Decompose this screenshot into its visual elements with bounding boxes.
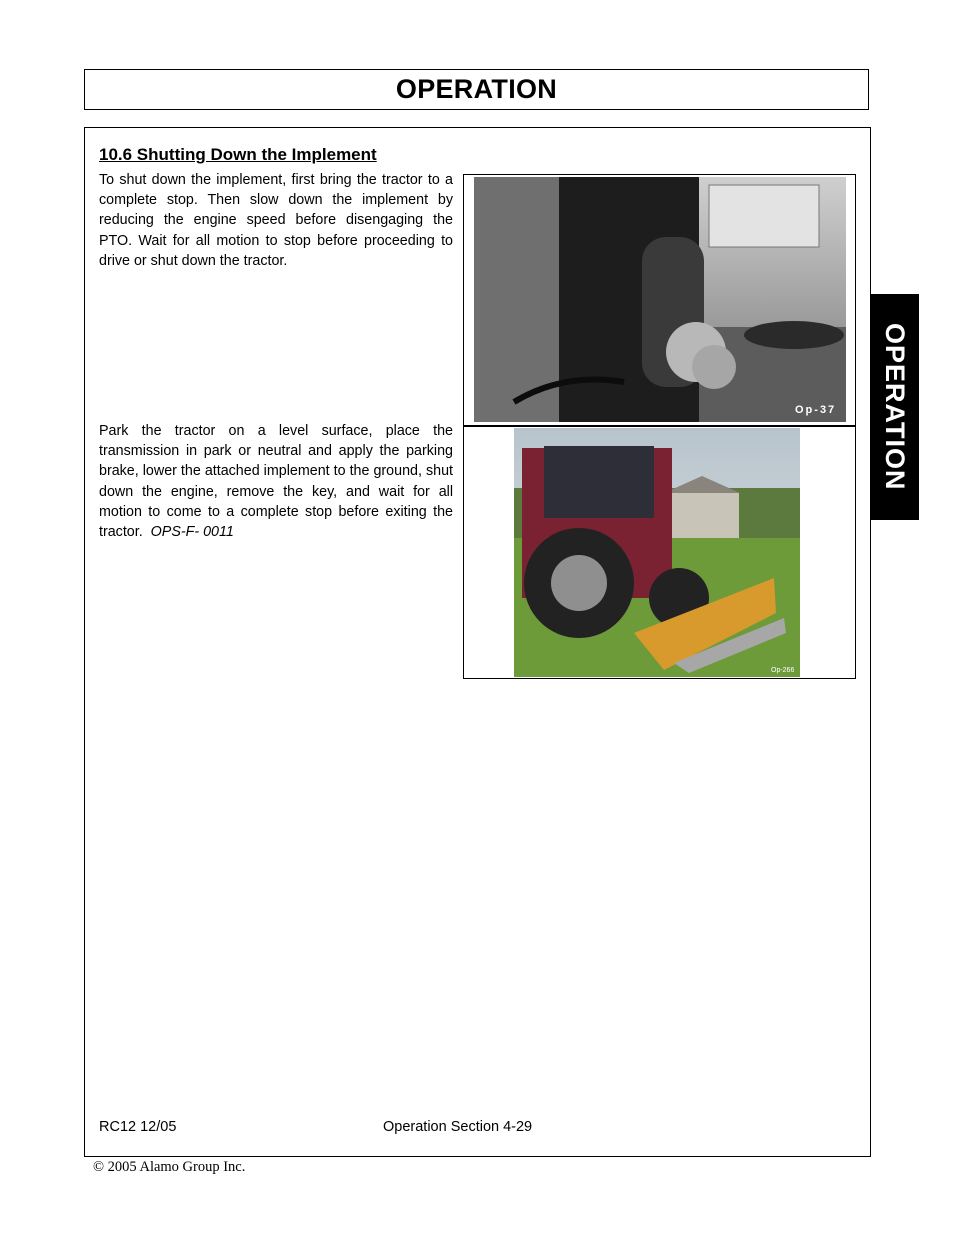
figure-label-op266: Op-266 [771, 667, 795, 674]
figure-label-op37: Op-37 [795, 404, 837, 416]
paragraph-park-text: Park the tractor on a level surface, place the transmission in park or neutral and apply the parking brake, lower the attached implement to the ground, shut down the engine, remove the key, and wait for all motion to come to a complete stop before exiting the tractor. [99, 423, 453, 541]
side-tab-label: OPERATION [880, 323, 910, 491]
photo-pto-switch [474, 177, 846, 422]
footer-model-date: RC12 12/05 [99, 1119, 177, 1135]
header-box [84, 69, 869, 110]
copyright: © 2005 Alamo Group Inc. [93, 1159, 246, 1175]
footer-section-page: Operation Section 4-29 [383, 1119, 533, 1135]
paragraph-park [99, 421, 453, 542]
section-heading: 10.6 Shutting Down the Implement [99, 145, 377, 164]
section-side-tab [870, 294, 919, 520]
photo-tractor-mower [514, 428, 800, 677]
paragraph-shutdown: To shut down the implement, first bring the tractor to a complete stop. Then slow down the implement by reducing the engine speed before disengaging the PTO. Wait for all motion to stop before proceeding to drive or shut down the tractor. [99, 172, 453, 269]
page-title: OPERATION [395, 74, 558, 104]
safety-code: OPS-F- 0011 [150, 524, 234, 541]
